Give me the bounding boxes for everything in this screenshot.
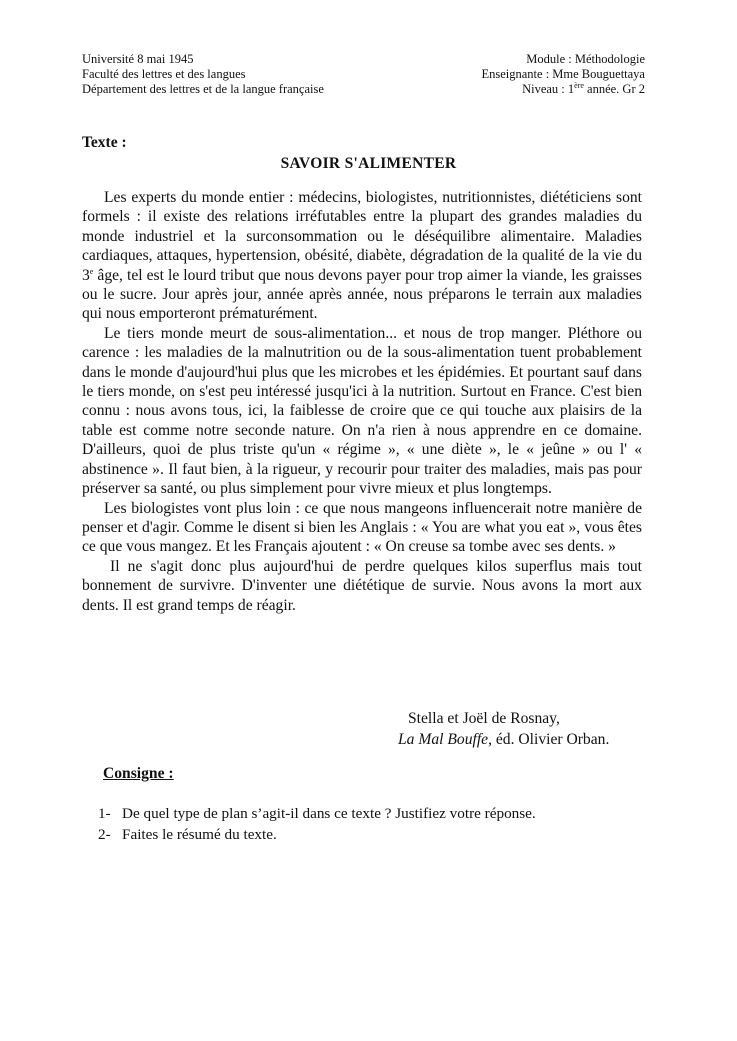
question-item [98,803,536,824]
ordinal-superscript: e [89,266,94,276]
paragraph-2: Le tiers monde meurt de sous-alimentation... et nous de trop manger. Pléthore ou carence : les maladies de la malnutrition ou de la sous-alimentation tuent probablement dans le monde d'aujourd'hui plus que les microbes et les épidémies. Et pourtant sauf dans le tiers monde, on s'est peu intéressé jusqu'ici à la nutrition. Surtout en France. C'est bien connu : nous avons tous, ici, la faiblesse de croire que ce qui touche aux plaisirs de la table est comme notre seconde nature. On n'a rien à nous apprendre en ce domaine. D'ailleurs, quoi de plus triste qu'un « régime », « une diète », le « jeûne » ou l' « abstinence ». Il faut bien, à la rigueur, y recourir pour traiter des maladies, mais pas pour préserver sa santé, ou plus simplement pour vivre mieux et plus longtemps. [82,324,642,498]
publisher: , éd. Olivier Orban. [488,731,610,748]
level-superscript: ère [574,80,584,90]
university-name: Université 8 mai 1945 [82,52,194,66]
book-reference [398,729,609,750]
paragraph-4: Il ne s'agit donc plus aujourd'hui de perdre quelques kilos superflus mais tout bonnement de survivre. D'inventer une diététique de survie. Nous avons la mort aux dents. Il est grand temps de réagir. [82,557,642,614]
course-info [481,52,645,97]
paragraph-1-part-a: Les experts du monde entier : médecins, biologistes, nutritionnistes, diététiciens sont formels : il existe des relations irréfutables entre la plupart des grandes maladies du monde industriel et la surconsommation ou le déséquilibre alimentaire. Maladies cardiaques, attaques, hypertension, obésité, diabète, dégradation de la qualité de la vie du 3 [82,189,642,284]
paragraph-1 [82,188,642,324]
text-title: SAVOIR S'ALIMENTER [280,155,457,172]
level-info [481,82,645,97]
department-name: Département des lettres et de la langue française [82,82,324,96]
institution-info [82,52,324,97]
question-text: Faites le résumé du texte. [122,826,277,843]
question-number: 1- [98,805,111,822]
texte-label: Texte : [82,134,127,151]
paragraph-1-part-b: âge, tel est le lourd tribut que nous devons payer pour trop aimer la viande, les graisses ou le sucre. Jour après jour, année après année, nous préparons le terrain aux maladies qui nous emporteront prématurément. [82,266,642,323]
source-citation [398,708,609,750]
module-name: Module : Méthodologie [526,52,645,66]
questions-list [98,803,536,845]
authors: Stella et Joël de Rosnay, [408,710,560,727]
book-title: La Mal Bouffe [398,731,489,748]
teacher-name: Enseignante : Mme Bouguettaya [481,67,645,81]
question-text: De quel type de plan s’agit-il dans ce texte ? Justifiez votre réponse. [122,805,536,822]
level-suffix: année. Gr 2 [583,82,645,96]
paragraph-3: Les biologistes vont plus loin : ce que nous mangeons influencerait notre manière de penser et d'agir. Comme le disent si bien les Anglais : « You are what you eat », vous êtes ce que vous mangez. Et les Français ajoutent : « On creuse sa tombe avec ses dents. » [82,499,642,556]
question-number: 2- [98,826,111,843]
level-prefix: Niveau : 1 [522,82,575,96]
article-body [82,188,642,615]
consigne-label: Consigne : [103,765,174,782]
faculty-name: Faculté des lettres et des langues [82,67,246,81]
question-item [98,824,536,845]
